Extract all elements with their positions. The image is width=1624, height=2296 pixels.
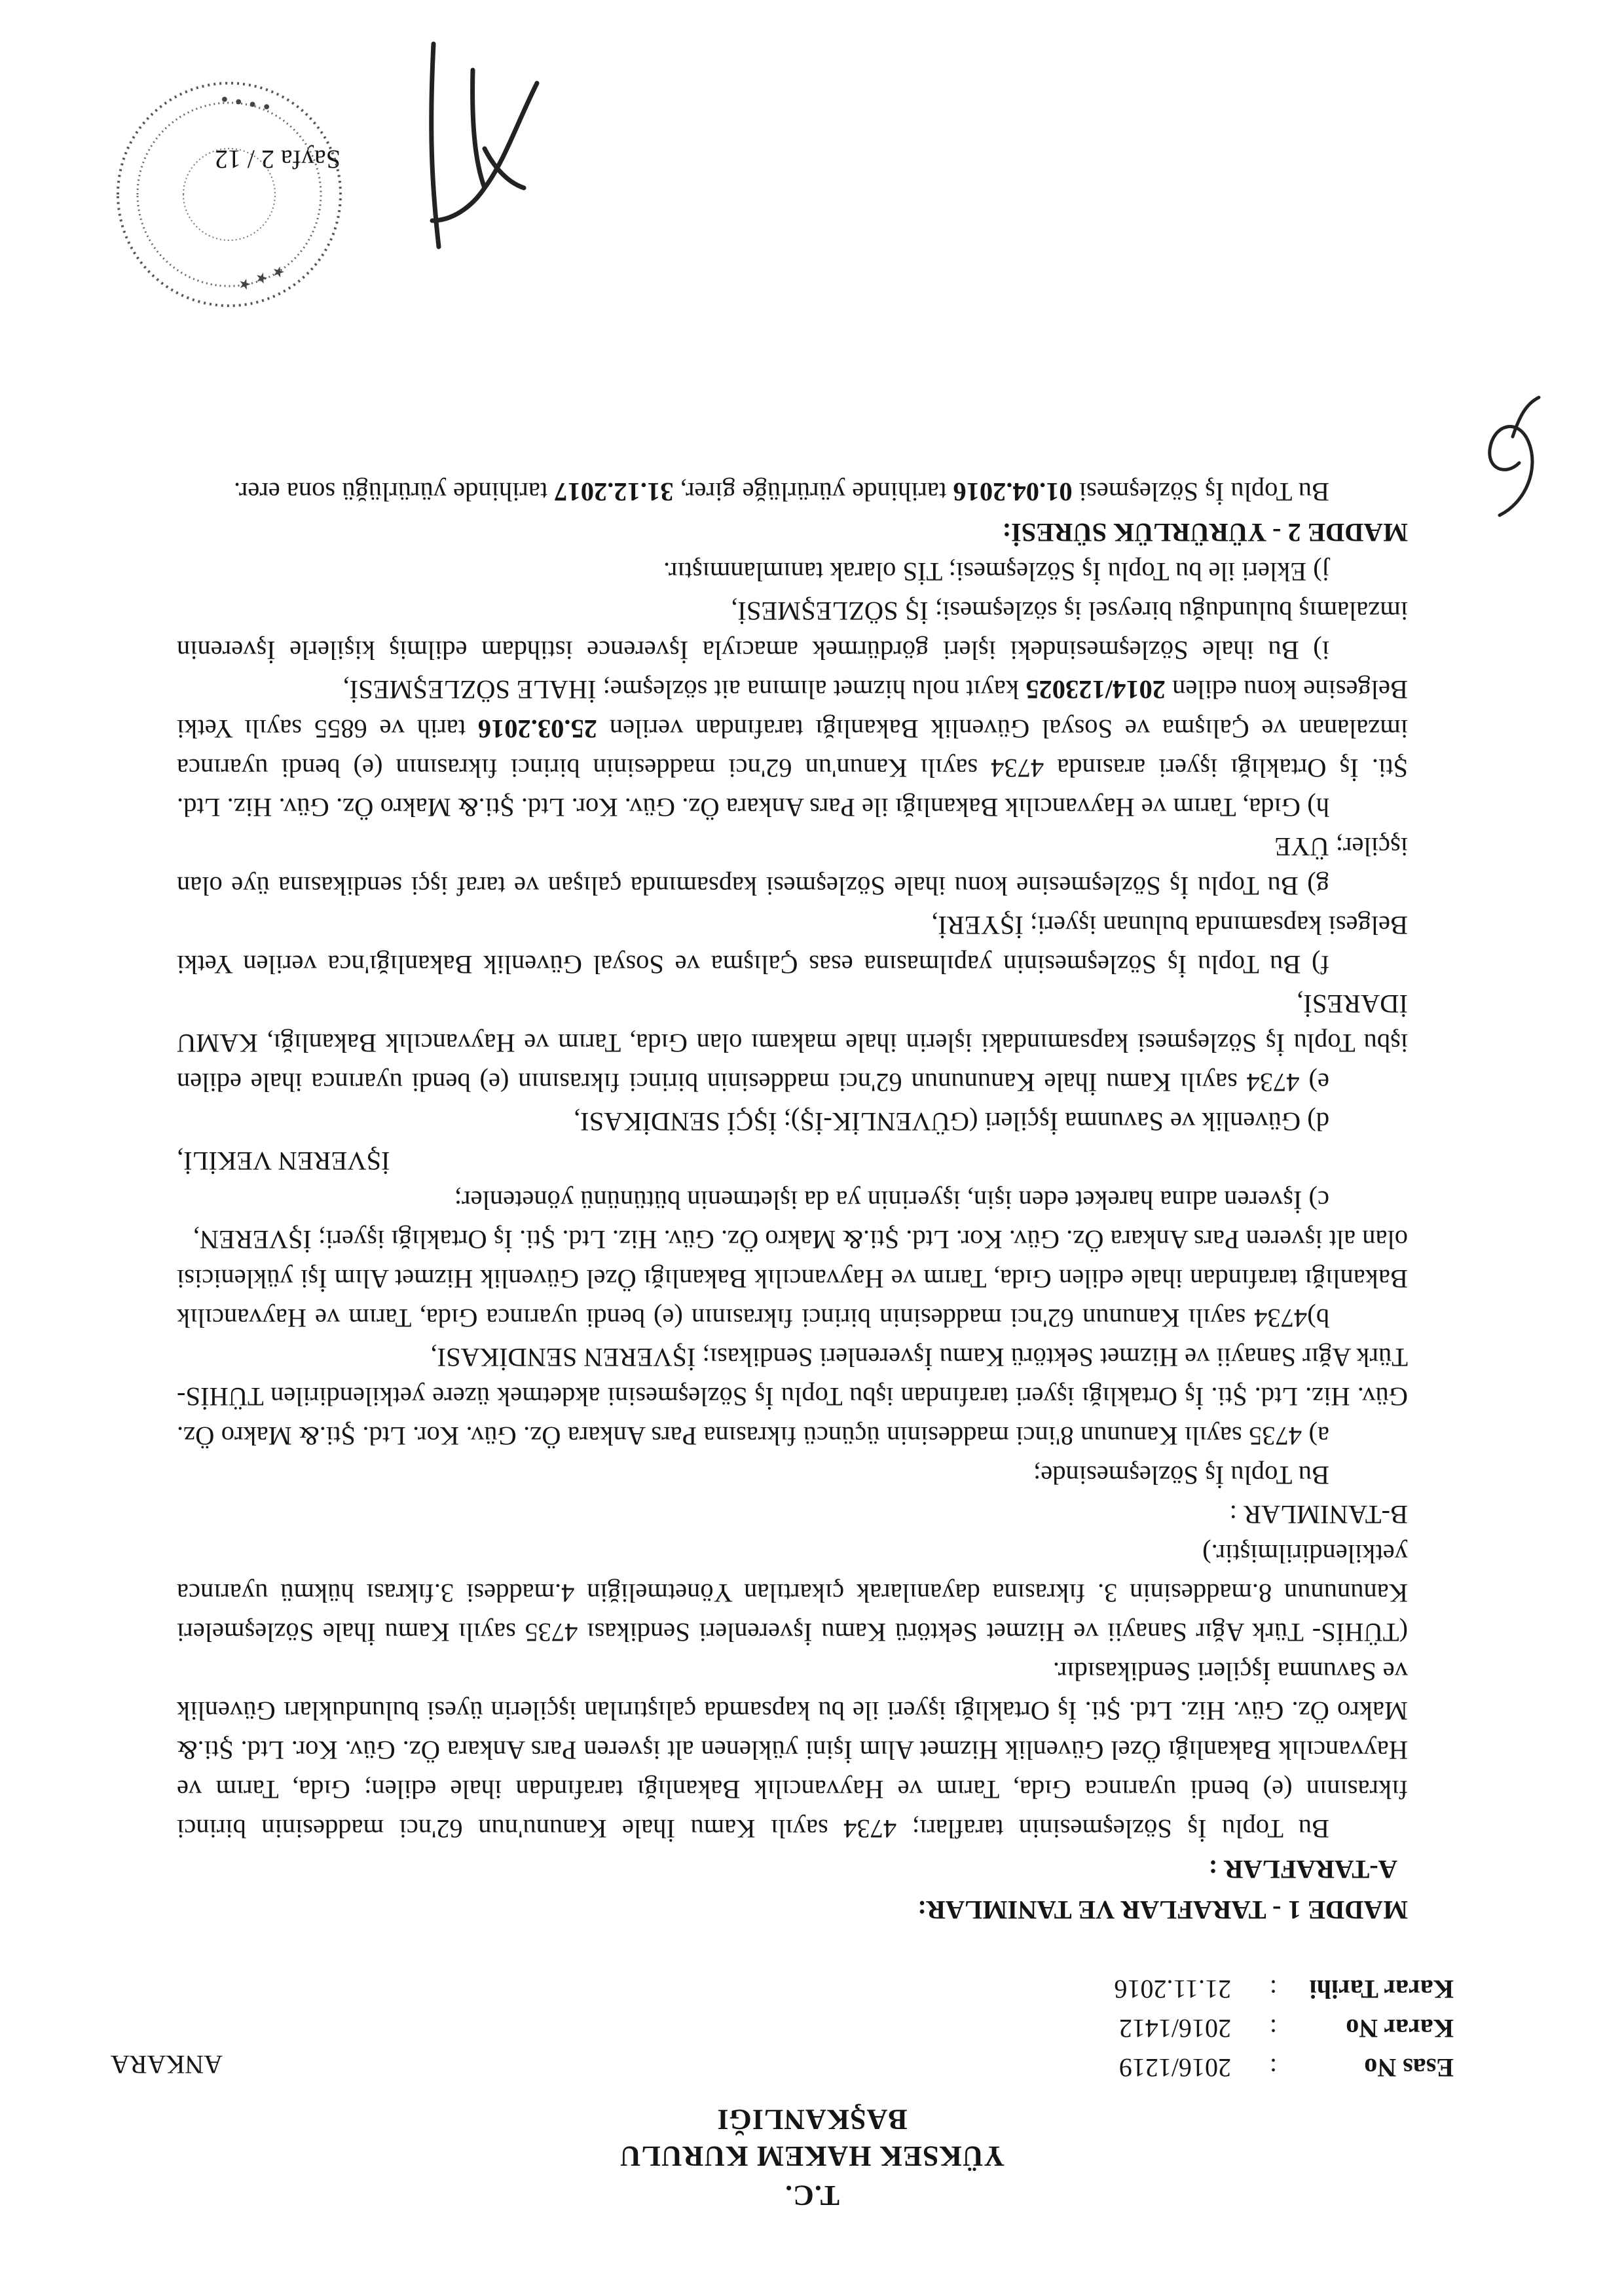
definition-h-text-2: tarih ve 6855 sayılı Yetki Belgesine konu edilen: [176, 675, 1408, 744]
definition-g-term: ÜYE: [1274, 832, 1329, 862]
header-tc: T.C.: [784, 2179, 840, 2212]
definition-f-term: İŞYERİ,: [931, 911, 1024, 940]
meta-value: 2016/1219: [1118, 2053, 1231, 2083]
madde2-text-1: Bu Toplu İş Sözleşmesi: [1079, 477, 1329, 507]
svg-text:★ ★ ★: ★ ★ ★: [235, 261, 287, 294]
taraflar-text: Bu Toplu İş Sözleşmesinin tarafları; 4734 sayılı Kamu İhale Kanunu'nun 62'nci maddesinin birinci fıkrasının (e) bendi uyarınca Gıda, Tarım ve Hayvancılık Bakanlığı tarafından ihale edilen; Gıda, Tarım ve Hayvancılık Bakanlığı Özel Güvenlik Hizmet Alım İşini yüklenen alt işveren Pars Ankara Öz. Güv. Kor. Ltd. Şti.& Makro Öz. Güv. Hiz. Ltd. Şti. İş Ortaklığı işyeri ile bu kapsamda çalıştırılan işçilerin üyesi bulundukları Güvenlik ve Savunma İşçileri Sendikasıdır.: [177, 1657, 1408, 1844]
definition-h: [177, 670, 1408, 827]
official-stamp: [105, 70, 354, 319]
definition-c-term: İŞVEREN VEKİLİ,: [177, 1146, 390, 1176]
definition-j: j) Ekleri ile bu Toplu İş Sözleşmesi; TİS olarak tanımlanmıştır.: [663, 557, 1329, 587]
meta-label: Esas No: [1364, 2053, 1454, 2083]
svg-text:• • • •: • • • •: [219, 89, 273, 115]
madde2-text-2: tarihinde yürürlüğe girer,: [680, 477, 947, 507]
madde2-end-date: 31.12.2017: [554, 477, 674, 507]
definition-b-term: İŞVEREN,: [193, 1225, 312, 1254]
definition-h-kayit: 2014/123025: [1025, 675, 1166, 704]
definition-e-term: KAMU İDARESİ,: [176, 989, 1408, 1058]
madde2-text: [177, 472, 1408, 511]
definition-d-text: d) Güvenlik ve Savunma İşçileri (GÜVENLİK-İŞ);: [783, 1107, 1329, 1137]
meta-karar-tarihi: [1114, 1974, 1454, 2005]
madde1-heading: MADDE 1 - TARAFLAR VE TANIMLAR:: [917, 1895, 1408, 1925]
definition-c: [177, 1180, 1408, 1220]
meta-value: 21.11.2016: [1114, 1975, 1231, 2004]
definition-a-text: a) 4735 sayılı Kanunun 8'inci maddesinin üçüncü fıkrasına Pars Ankara Öz. Güv. Kor. Ltd. Şti.& Makro Öz. Güv. Hiz. Ltd. Şti. İş Ortaklığı işyeri tarafından işbu Toplu İş Sözleşmesini akdetmek üzere yetkilendirilen TÜHİS- Türk Ağır Sanayii ve Hizmet Sektörü Kamu İşverenleri Sendikası;: [177, 1343, 1408, 1451]
definition-h-text-1: h) Gıda, Tarım ve Hayvancılık Bakanlığı ile Pars Ankara Öz. Güv. Kor. Ltd. Şti.& Makro Öz. Güv. Hiz. Ltd. Şti. İş Ortaklığı işyeri arasında 4734 sayılı Kanun'un 62'nci maddesinin birinci fıkrasının (e) bendi uyarınca imzalanan ve Çalışma ve Sosyal Güvenlik Bakanlığı tarafından verilen: [177, 714, 1408, 822]
taraflar-heading: A-TARAFLAR :: [1208, 1855, 1397, 1884]
initials-mark: [1460, 391, 1565, 528]
madde2-text-3: tarihinde yürürlüğü sona erer.: [233, 477, 548, 507]
madde2-start-date: 01.04.2016: [953, 477, 1073, 507]
definition-e-text: e) 4734 sayılı Kamu İhale Kanununun 62'nci maddesinin birinci fıkrasının (e) bendi uyarınca ihale edilen işbu Toplu İş Sözleşmesi kapsamındaki işlerin ihale makamı olan Gıda, Tarım ve Hayvancılık Bakanlığı,: [177, 1029, 1408, 1097]
definition-e: [177, 984, 1408, 1102]
meta-label: Karar Tarihi: [1309, 1975, 1454, 2004]
madde2-heading: MADDE 2 - YÜRÜRLÜK SÜRESİ:: [1002, 518, 1408, 547]
definition-g: [177, 827, 1408, 905]
definition-c-text: c) İşveren adına hareket eden işin, işyerinin ya da işletmenin bütününü yönetenler;: [454, 1186, 1329, 1215]
definition-a: [177, 1338, 1408, 1455]
definition-f: [177, 905, 1408, 984]
tanimlar-heading: B-TANIMLAR :: [1229, 1500, 1408, 1529]
definition-d-term: İŞÇİ SENDİKASI,: [573, 1107, 777, 1137]
definition-h-date: 25.03.2016: [477, 714, 598, 744]
header-kurul: YÜKSEK HAKEM KURULU: [619, 2140, 1005, 2172]
tanimlar-intro: Bu Toplu İş Sözleşmesinde;: [1033, 1461, 1329, 1490]
meta-karar-no: [1119, 2013, 1454, 2044]
definition-f-text: f) Bu Toplu İş Sözleşmesinin yapılmasına esas Çalışma ve Sosyal Güvenlik Bakanlığı'nca verilen Yetki Belgesi kapsamında bulunan işyeri;: [177, 911, 1408, 979]
definition-h-term: İHALE SÖZLEŞMESİ,: [342, 675, 597, 704]
definition-i-text: i) Bu ihale Sözleşmesindeki işleri gördürmek amacıyla İşverence istihdam edilmiş kişilerle İşverenin imzalamış bulunduğu bireysel iş sözleşmesi;: [177, 596, 1408, 665]
meta-value: 2016/1412: [1118, 2014, 1231, 2043]
definition-i-term: İŞ SÖZLEŞMESİ,: [731, 596, 929, 626]
definition-i: [177, 591, 1408, 670]
definition-g-text: g) Bu Toplu İş Sözleşmesine konu ihale Sözleşmesi kapsamında çalışan ve taraf işçi sendikasına üye olan işçiler;: [177, 832, 1408, 901]
document-body: [177, 472, 1408, 1929]
meta-colon: :: [1269, 1975, 1277, 2004]
definition-b-text: b)4734 sayılı Kanunun 62'nci maddesinin birinci fıkrasının (e) bendi uyarınca Gıda, Tarım ve Hayvancılık Bakanlığı tarafından ihale edilen Gıda, Tarım ve Hayvancılık Bakanlığı Özel Güvenlik Hizmet Alım İşi yüklenicisi olan alt işveren Pars Ankara Öz. Güv. Kor. Ltd. Şti.& Makro Öz. Güv. Hiz. Ltd. Şti. İş Ortaklığı işyeri;: [177, 1225, 1408, 1333]
definition-d: [177, 1102, 1408, 1141]
header-baskanlik: BAŞKANLIĞI: [716, 2104, 908, 2136]
tuhis-note: (TÜHİS- Türk Ağır Sanayii ve Hizmet Sektörü Kamu İşverenleri Sendikası 4735 sayılı Kamu İhale Sözleşmeleri Kanununun 8.maddesinin 3. fıkrasına dayanılarak çıkartılan Yönetmeliğin 4.maddesi 3.fıkrası hükmü uyarınca yetkilendirilmiştir.): [177, 1539, 1408, 1647]
page-number: Sayfa 2 / 12: [214, 145, 341, 174]
meta-label: Karar No: [1346, 2014, 1454, 2043]
meta-esas-no: [1119, 2052, 1454, 2083]
meta-colon: :: [1269, 2014, 1277, 2043]
signature-mark: [393, 37, 563, 319]
meta-colon: :: [1269, 2053, 1277, 2083]
definition-a-term: İŞVEREN SENDİKASI,: [430, 1343, 696, 1372]
definition-b: [177, 1220, 1408, 1338]
definition-h-text-3: kayıt nolu hizmet alımına ait sözleşme;: [602, 675, 1020, 704]
header-city: ANKARA: [110, 2050, 223, 2079]
